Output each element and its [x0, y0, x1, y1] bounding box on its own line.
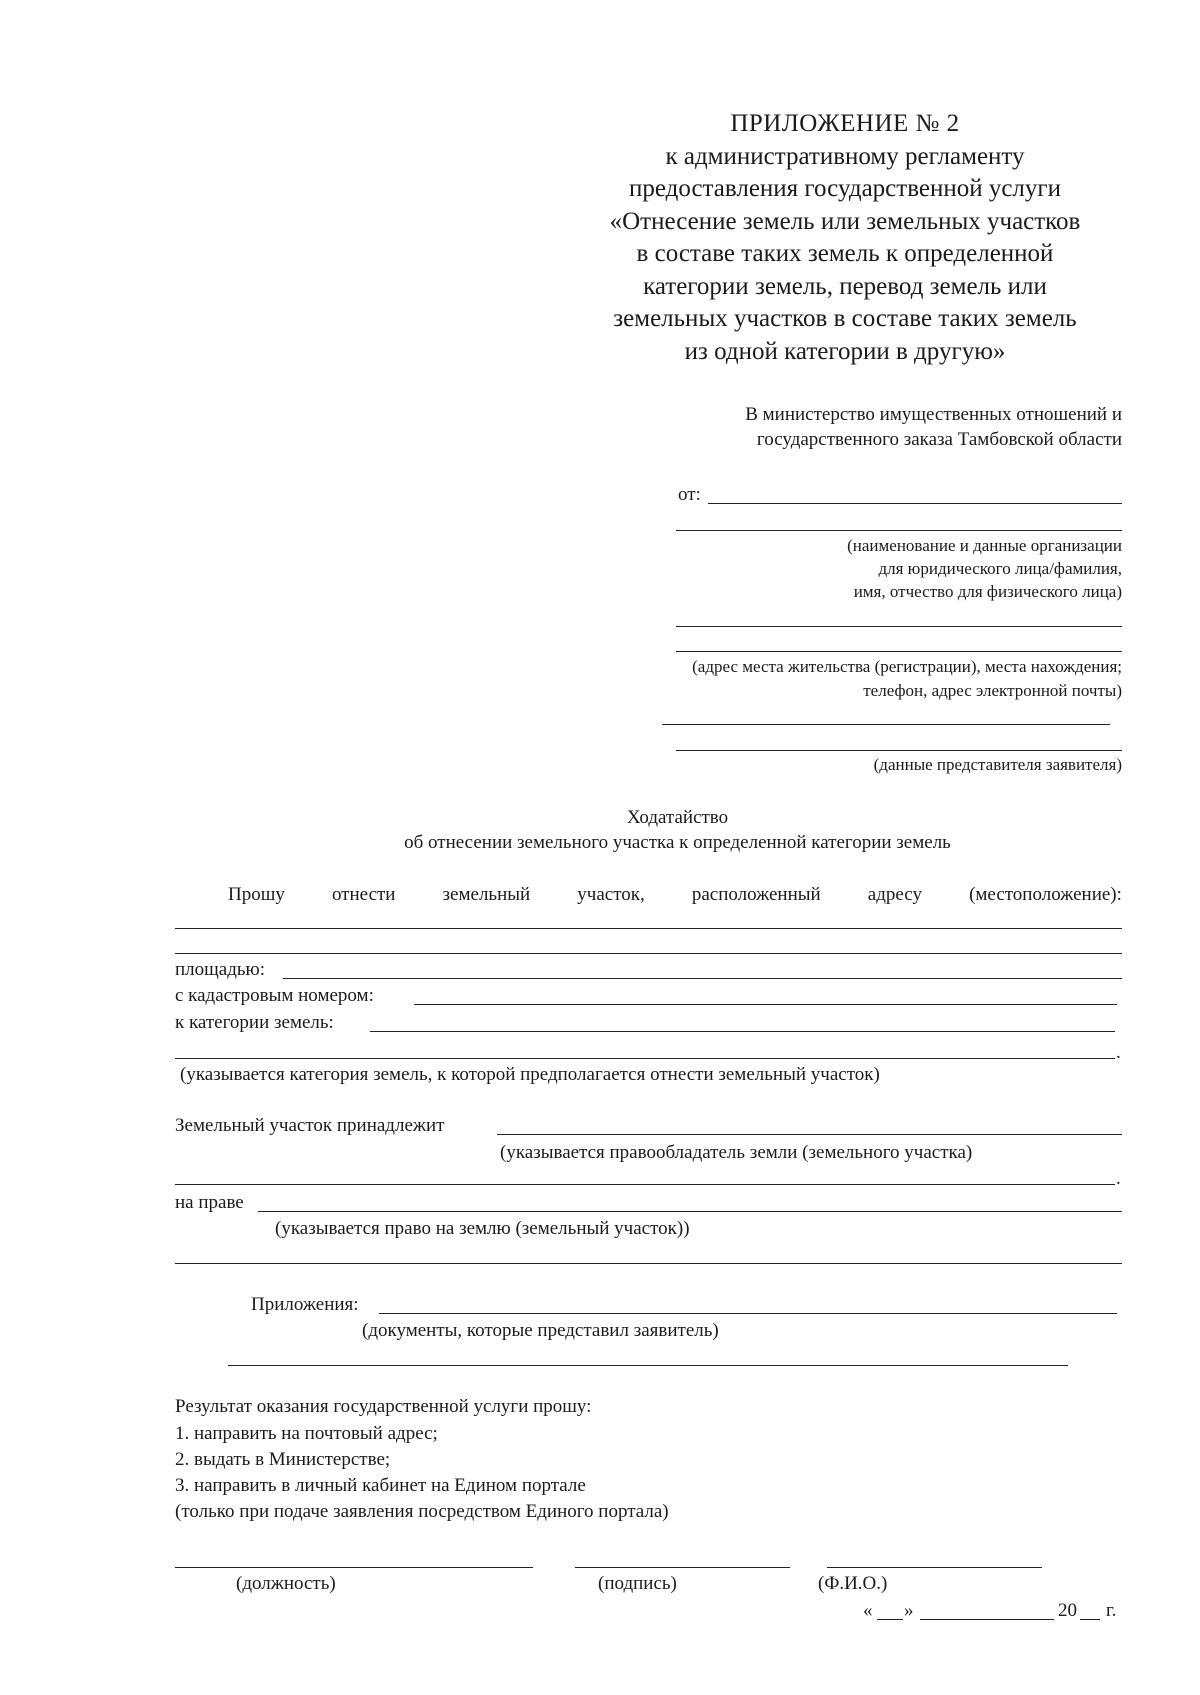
result-note: (только при подаче заявления посредством Единого портала) [175, 1501, 669, 1522]
representative-field-line-2[interactable] [676, 750, 1122, 751]
appendix-header [560, 108, 1130, 368]
attachments-hint: (документы, которые представил заявитель) [362, 1320, 719, 1341]
category-dot: . [1116, 1042, 1121, 1063]
appendix-line: «Отнесение земель или земельных участков [609, 207, 1081, 235]
appendix-title: ПРИЛОЖЕНИЕ № 2 [730, 110, 960, 137]
date-day-field[interactable] [877, 1619, 903, 1620]
location-field-line-2[interactable] [175, 953, 1122, 954]
location-field[interactable] [175, 928, 1122, 929]
request-word: Прошу [228, 884, 285, 905]
category-field-line-2[interactable] [175, 1058, 1115, 1059]
address-hint: (адрес места жительства (регистрации), места нахождения; [692, 657, 1122, 676]
category-hint: (указывается категория земель, к которой предполагается отнести земельный участок) [180, 1064, 880, 1085]
appendix-line: категории земель, перевод земель или [643, 272, 1047, 300]
request-word: участок, [577, 884, 645, 905]
result-option-portal[interactable]: 3. направить в личный кабинет на Едином портале [175, 1475, 586, 1496]
right-field[interactable] [258, 1211, 1122, 1212]
name-hint: (Ф.И.О.) [818, 1573, 888, 1594]
org-hint: для юридического лица/фамилия, [878, 559, 1122, 578]
cadastral-number-field[interactable] [414, 1004, 1117, 1005]
address-field-line-2[interactable] [676, 651, 1122, 652]
petition-subtitle: об отнесении земельного участка к определенной категории земель [404, 832, 951, 853]
signature-hint: (подпись) [598, 1573, 677, 1594]
area-field[interactable] [283, 978, 1122, 979]
right-hint: (указывается право на землю (земельный участок)) [275, 1218, 690, 1239]
category-label: к категории земель: [175, 1012, 334, 1033]
owner-label: Земельный участок принадлежит [175, 1115, 445, 1136]
request-word: земельный [442, 884, 531, 905]
owner-field-line-2[interactable] [175, 1184, 1115, 1185]
signature-field[interactable] [575, 1567, 790, 1568]
category-field[interactable] [370, 1031, 1115, 1032]
appendix-line: земельных участков в составе таких земель [613, 305, 1077, 332]
right-label: на праве [175, 1192, 244, 1213]
petition-title: Ходатайство [626, 807, 729, 828]
result-option-post[interactable]: 1. направить на почтовый адрес; [175, 1423, 438, 1444]
attachments-field-line-2[interactable] [228, 1365, 1068, 1366]
addressee-line: государственного заказа Тамбовской области [756, 429, 1122, 450]
address-hint: телефон, адрес электронной почты) [863, 681, 1122, 700]
date-quote-open: « [863, 1600, 873, 1621]
appendix-line: предоставления государственной услуги [628, 175, 1062, 202]
request-word: адресу [867, 884, 922, 905]
name-field[interactable] [827, 1567, 1042, 1568]
appendix-line: к административному регламенту [665, 142, 1025, 170]
request-word: расположенный [691, 884, 821, 905]
request-word: отнести [331, 884, 396, 905]
attachments-field[interactable] [379, 1313, 1117, 1314]
owner-dot: . [1116, 1168, 1121, 1189]
org-hint: имя, отчество для физического лица) [853, 582, 1122, 601]
appendix-line: в составе таких земель к определенной [636, 240, 1054, 267]
appendix-line: из одной категории в другую» [684, 337, 1006, 365]
owner-hint: (указывается правообладатель земли (земельного участка) [500, 1142, 973, 1163]
org-hint: (наименование и данные организации [847, 536, 1122, 555]
addressee-line: В министерство имущественных отношений и [745, 404, 1122, 425]
cadastral-label: с кадастровым номером: [175, 985, 374, 1006]
result-option-ministry[interactable]: 2. выдать в Министерстве; [175, 1449, 391, 1470]
date-month-field[interactable] [920, 1619, 1054, 1620]
owner-field[interactable] [497, 1134, 1122, 1135]
date-year-prefix: 20 [1058, 1600, 1077, 1621]
from-label: от: [678, 484, 701, 505]
from-field-line-2[interactable] [676, 530, 1122, 531]
right-field-line-2[interactable] [175, 1263, 1122, 1264]
date-year-suffix: г. [1106, 1600, 1117, 1621]
position-field[interactable] [175, 1567, 533, 1568]
request-line [228, 882, 1122, 908]
position-hint: (должность) [236, 1573, 336, 1594]
date-year-field[interactable] [1080, 1619, 1100, 1620]
representative-field[interactable] [662, 724, 1110, 725]
from-field[interactable] [708, 503, 1122, 504]
date-quote-close: » [904, 1600, 914, 1621]
area-label: площадью: [175, 959, 266, 980]
attachments-label: Приложения: [251, 1294, 359, 1315]
request-word: (местоположение): [969, 884, 1122, 905]
address-field[interactable] [676, 626, 1122, 627]
representative-hint: (данные представителя заявителя) [873, 755, 1122, 774]
result-heading: Результат оказания государственной услуги прошу: [175, 1396, 592, 1417]
